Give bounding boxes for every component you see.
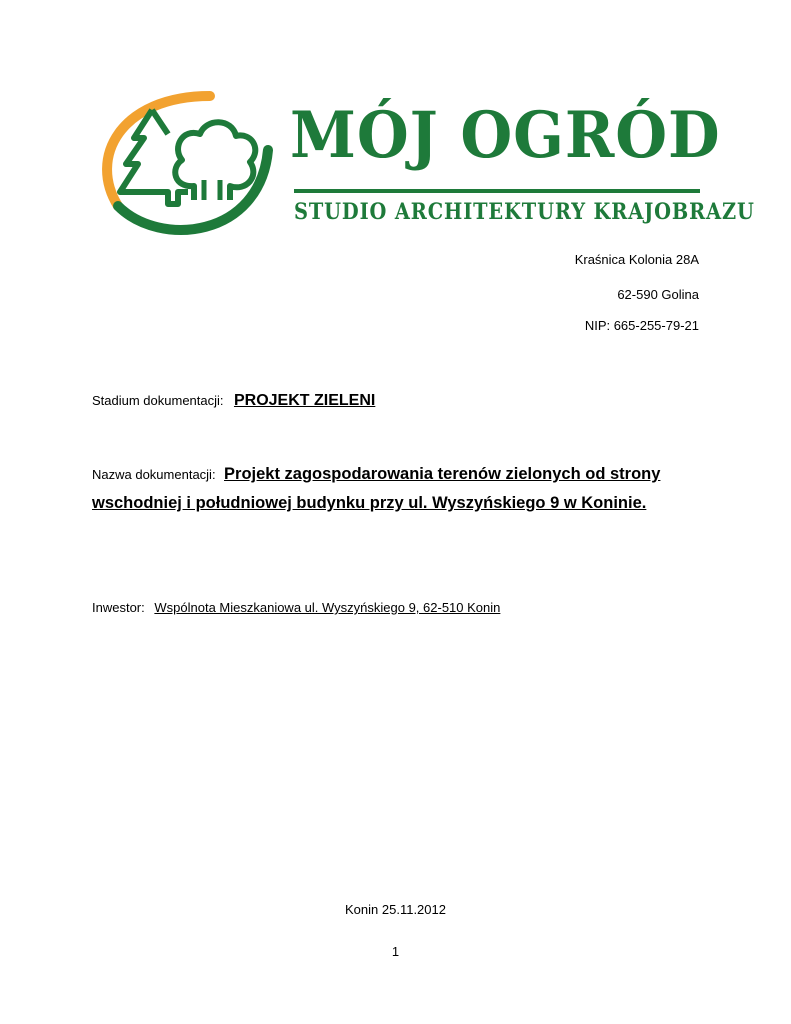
stadium-label: Stadium dokumentacji: bbox=[92, 393, 224, 408]
nazwa-value: Projekt zagospodarowania terenów zielonych od strony wschodniej i południowej budynku przy ul. Wyszyńskiego 9 w Koninie. bbox=[92, 465, 661, 512]
stadium-row bbox=[92, 392, 375, 410]
address-city: 62-590 Golina bbox=[617, 287, 699, 302]
brand-divider bbox=[294, 189, 700, 193]
nazwa-label: Nazwa dokumentacji: bbox=[92, 467, 216, 482]
brand-subtitle: STUDIO ARCHITEKTURY KRAJOBRAZU bbox=[294, 199, 755, 225]
address-nip: NIP: 665-255-79-21 bbox=[584, 318, 699, 333]
page-number: 1 bbox=[391, 944, 400, 959]
stadium-value: PROJEKT ZIELENI bbox=[233, 392, 376, 409]
address-street: Kraśnica Kolonia 28A bbox=[574, 252, 699, 267]
inwestor-value: Wspólnota Mieszkaniowa ul. Wyszyńskiego 9, 62-510 Konin bbox=[154, 600, 501, 615]
nazwa-row bbox=[92, 460, 702, 518]
company-logo bbox=[90, 88, 755, 240]
document-date: Konin 25.11.2012 bbox=[345, 902, 446, 917]
inwestor-row bbox=[92, 600, 500, 615]
inwestor-label: Inwestor: bbox=[92, 600, 145, 615]
tree-emblem-icon bbox=[90, 88, 290, 240]
brand-title: MÓJ OGRÓD bbox=[290, 98, 721, 173]
